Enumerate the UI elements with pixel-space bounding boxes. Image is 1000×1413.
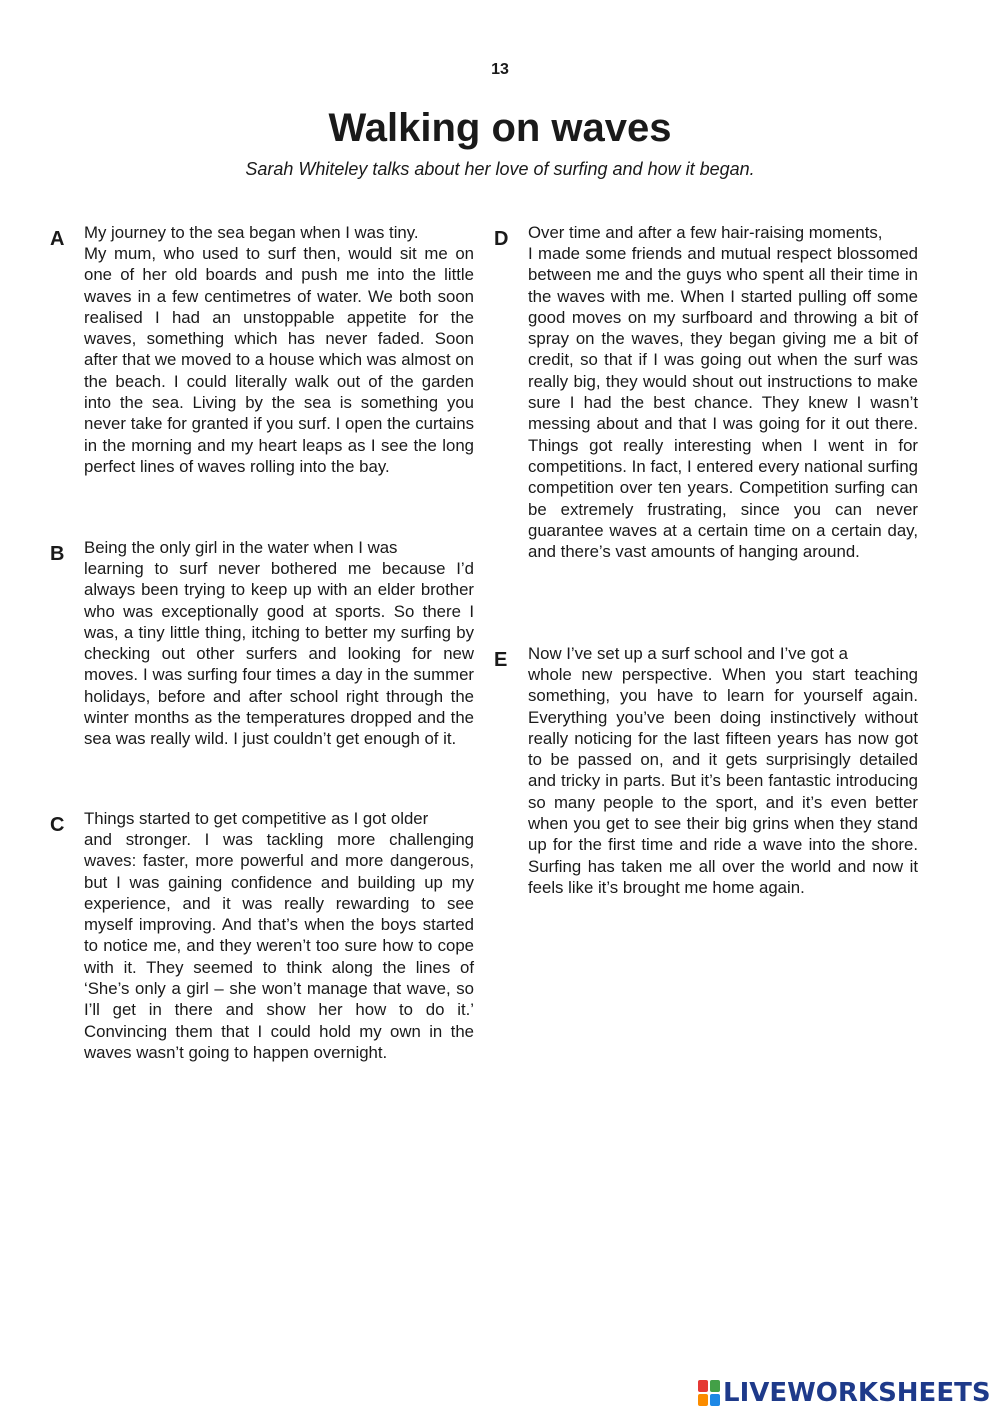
section-body: I made some friends and mutual respect blossomed between me and the guys who spent all their time in the waves with me. When I started pulling off some good moves on my surfboard and throwing a bit of spray on the waves, they began giving me a bit of credit, so that if I was going out when the surf was really big, they would shout out instructions to make sure I had the best chance. They knew I wasn’t messing about and that I was going for it out there. Things got really interesting when I went in for competitions. In fact, I entered every national surfing competition over ten years. Competition surfing can be extremely frustrating, since you can never guarantee waves at a certain time on a certain day, and there’s vast amounts of hanging around. xyxy=(528,244,918,562)
section-b xyxy=(50,538,490,750)
section-c xyxy=(50,809,490,1063)
section-first-line: Things started to get competitive as I got older xyxy=(84,809,429,828)
section-first-line: Now I’ve set up a surf school and I’ve got a xyxy=(528,644,848,663)
logo-square-icon xyxy=(710,1380,720,1392)
section-body: and stronger. I was tackling more challenging waves: faster, more powerful and more dangerous, but I was gaining confidence and building up my experience, and it was really rewarding to see myself improving. And that’s when the boys started to notice me, and they weren’t too sure how to cope with it. They seemed to think along the lines of ‘She’s only a girl – she won’t manage that wave, so I’ll get in there and show her how to do it.’ Convincing them that I could hold my own in the waves wasn’t going to happen overnight. xyxy=(84,830,474,1062)
section-body: whole new perspective. When you start teaching something, you have to learn for yourself again. Everything you’ve been doing instinctively without really noticing for the last fifteen years has now got to be passed on, and it gets surprisingly detailed and tricky in parts. But it’s been fantastic introducing so many people to the sport, and it’s even better when you get to see their big grins when they stand up for the first time and ride a wave into the shore. Surfing has taken me all over the world and now it feels like it’s brought me home again. xyxy=(528,665,918,897)
logo-brand-text: LIVEWORKSHEETS xyxy=(723,1378,991,1408)
section-first-line: Being the only girl in the water when I was xyxy=(84,538,398,557)
section-text xyxy=(84,538,474,750)
section-letter: E xyxy=(494,649,508,671)
section-text xyxy=(84,223,474,477)
article-title: Walking on waves xyxy=(328,106,672,150)
section-letter: B xyxy=(50,543,65,565)
section-text xyxy=(528,223,918,562)
section-body: My mum, who used to surf then, would sit me on one of her old boards and push me into the little waves in a few centimetres of water. We both soon realised I had an unstoppable appetite for the waves, something which has never faded. Soon after that we moved to a house which was almost on the beach. I could literally walk out of the garden into the sea. Living by the sea is something you never take for granted if you surf. I open the curtains in the morning and my heart leaps as I see the long perfect lines of waves rolling into the bay. xyxy=(84,244,474,476)
section-a xyxy=(50,223,490,477)
section-text xyxy=(528,644,918,898)
section-text xyxy=(84,809,474,1063)
liveworksheets-logo[interactable] xyxy=(698,1376,994,1410)
section-letter: D xyxy=(494,228,509,250)
section-letter: A xyxy=(50,228,65,250)
logo-square-icon xyxy=(698,1394,708,1406)
section-e xyxy=(494,644,934,898)
logo-square-icon xyxy=(710,1394,720,1406)
liveworksheets-logo-icon xyxy=(698,1380,720,1406)
page-number: 13 xyxy=(491,61,509,78)
section-first-line: Over time and after a few hair-raising moments, xyxy=(528,223,883,242)
section-letter: C xyxy=(50,814,65,836)
section-first-line: My journey to the sea began when I was tiny. xyxy=(84,223,419,242)
article-subtitle: Sarah Whiteley talks about her love of surfing and how it began. xyxy=(245,159,755,179)
section-body: learning to surf never bothered me because I’d always been trying to keep up with an elder brother who was exceptionally good at sports. So there I was, a tiny little thing, itching to better my surfing by checking out other surfers and looking for new moves. I was surfing four times a day in the summer holidays, before and after school right through the winter months as the temperatures dropped and the sea was really wild. I just couldn’t get enough of it. xyxy=(84,559,474,749)
section-d xyxy=(494,223,934,562)
logo-square-icon xyxy=(698,1380,708,1392)
